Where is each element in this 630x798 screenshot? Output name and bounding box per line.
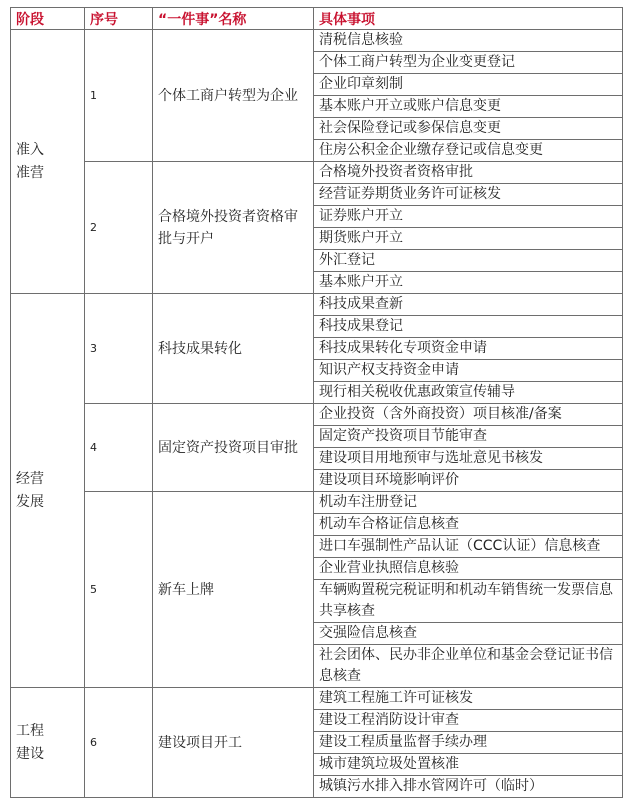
task-cell: 现行相关税收优惠政策宣传辅导 bbox=[314, 382, 623, 404]
table-row bbox=[11, 404, 623, 426]
task-cell: 合格境外投资者资格审批 bbox=[314, 162, 623, 184]
task-cell: 住房公积金企业缴存登记或信息变更 bbox=[314, 140, 623, 162]
stage-label-line: 准入 bbox=[16, 141, 44, 158]
task-cell: 清税信息核验 bbox=[314, 30, 623, 52]
task-cell: 建筑工程施工许可证核发 bbox=[314, 688, 623, 710]
seq-cell: 1 bbox=[85, 30, 153, 162]
item-name-cell: 合格境外投资者资格审批与开户 bbox=[153, 162, 314, 294]
seq-cell: 2 bbox=[85, 162, 153, 294]
task-cell: 外汇登记 bbox=[314, 250, 623, 272]
task-cell: 机动车注册登记 bbox=[314, 492, 623, 514]
item-name-cell: 新车上牌 bbox=[153, 492, 314, 688]
table-row bbox=[11, 492, 623, 514]
seq-cell: 4 bbox=[85, 404, 153, 492]
seq-cell: 3 bbox=[85, 294, 153, 404]
task-cell: 科技成果登记 bbox=[314, 316, 623, 338]
task-cell: 企业投资（含外商投资）项目核准/备案 bbox=[314, 404, 623, 426]
stage-cell bbox=[11, 688, 85, 798]
item-name-cell: 个体工商户转型为企业 bbox=[153, 30, 314, 162]
seq-cell: 5 bbox=[85, 492, 153, 688]
task-cell: 知识产权支持资金申请 bbox=[314, 360, 623, 382]
stage-label-line: 发展 bbox=[16, 493, 44, 510]
task-cell: 城镇污水排入排水管网许可（临时） bbox=[314, 776, 623, 798]
task-cell: 建设项目用地预审与选址意见书核发 bbox=[314, 448, 623, 470]
header-tasks: 具体事项 bbox=[314, 8, 623, 30]
item-name-cell: 建设项目开工 bbox=[153, 688, 314, 798]
table-row bbox=[11, 294, 623, 316]
task-cell: 进口车强制性产品认证（CCC认证）信息核查 bbox=[314, 536, 623, 558]
task-cell: 建设工程消防设计审查 bbox=[314, 710, 623, 732]
task-cell: 科技成果转化专项资金申请 bbox=[314, 338, 623, 360]
header-seq: 序号 bbox=[85, 8, 153, 30]
stage-label-line: 建设 bbox=[16, 745, 44, 762]
seq-cell: 6 bbox=[85, 688, 153, 798]
task-cell: 交强险信息核查 bbox=[314, 623, 623, 645]
task-cell: 期货账户开立 bbox=[314, 228, 623, 250]
task-cell: 社会保险登记或参保信息变更 bbox=[314, 118, 623, 140]
header-row bbox=[11, 8, 623, 30]
task-cell: 经营证券期货业务许可证核发 bbox=[314, 184, 623, 206]
item-name-cell: 科技成果转化 bbox=[153, 294, 314, 404]
task-cell: 建设工程质量监督手续办理 bbox=[314, 732, 623, 754]
item-name-cell: 固定资产投资项目审批 bbox=[153, 404, 314, 492]
stage-label-line: 准营 bbox=[16, 164, 44, 181]
task-cell: 城市建筑垃圾处置核准 bbox=[314, 754, 623, 776]
stage-cell bbox=[11, 294, 85, 688]
header-name: “一件事”名称 bbox=[153, 8, 314, 30]
table-row bbox=[11, 162, 623, 184]
stage-cell bbox=[11, 30, 85, 294]
task-cell: 企业营业执照信息核验 bbox=[314, 558, 623, 580]
table-row bbox=[11, 30, 623, 52]
task-cell: 证券账户开立 bbox=[314, 206, 623, 228]
task-cell: 基本账户开立 bbox=[314, 272, 623, 294]
task-cell: 企业印章刻制 bbox=[314, 74, 623, 96]
task-cell: 个体工商户转型为企业变更登记 bbox=[314, 52, 623, 74]
task-cell: 社会团体、民办非企业单位和基金会登记证书信息核查 bbox=[314, 645, 623, 688]
task-cell: 建设项目环境影响评价 bbox=[314, 470, 623, 492]
header-stage: 阶段 bbox=[11, 8, 85, 30]
task-cell: 基本账户开立或账户信息变更 bbox=[314, 96, 623, 118]
task-cell: 科技成果查新 bbox=[314, 294, 623, 316]
table-row bbox=[11, 688, 623, 710]
stage-label-line: 经营 bbox=[16, 470, 44, 487]
task-cell: 机动车合格证信息核查 bbox=[314, 514, 623, 536]
task-cell: 车辆购置税完税证明和机动车销售统一发票信息共享核查 bbox=[314, 580, 623, 623]
task-cell: 固定资产投资项目节能审查 bbox=[314, 426, 623, 448]
one-thing-table bbox=[10, 7, 623, 798]
stage-label-line: 工程 bbox=[16, 722, 44, 739]
